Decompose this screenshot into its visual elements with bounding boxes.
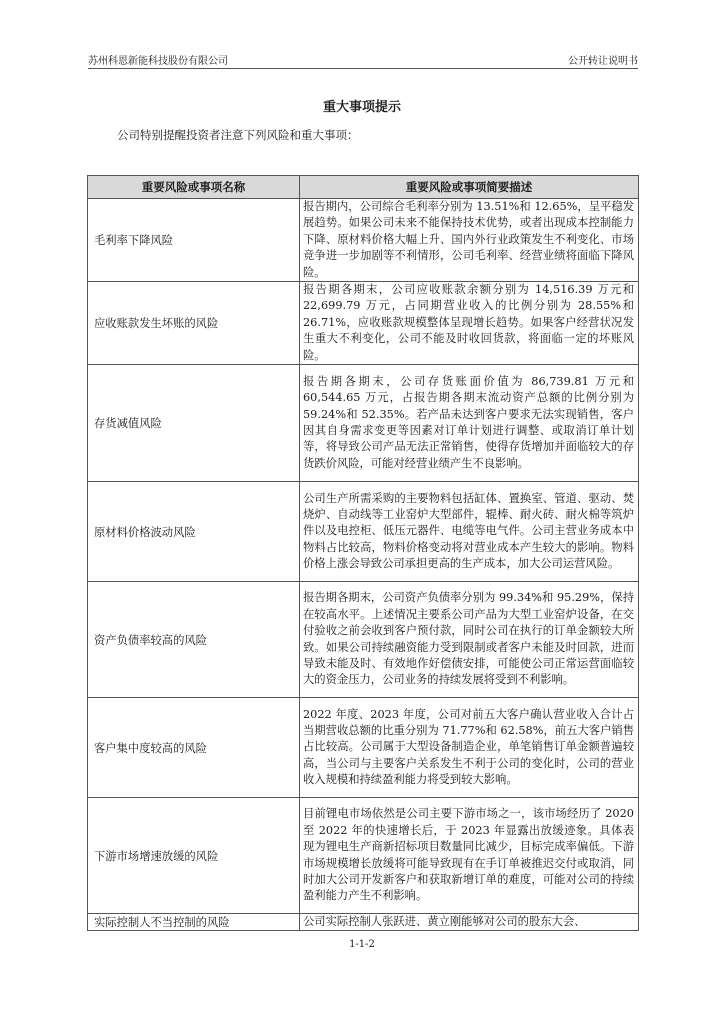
header-risk-desc: 重要风险或事项简要描述 [300, 176, 639, 199]
table-row [88, 582, 639, 698]
risk-name: 应收账款发生坏账的风险 [88, 282, 300, 365]
risk-desc: 目前锂电市场依然是公司主要下游市场之一，该市场经历了 2020 至 2022 年的快速增长后，于 2023 年显露出放缓迹象。具体表现为锂电生产商新招标项目数量同比减少，目标完成率偏低。下游市场规模增长放缓将可能导致现有在手订单被推迟交付或取消，同时加大公司开发新客户和获取新增订单的难度，可能对公司的持续盈利能力产生不利影响。 [300, 798, 639, 914]
table-header-row [88, 176, 639, 199]
risk-desc: 报告期内，公司综合毛利率分别为 13.51%和 12.65%，呈平稳发展趋势。如果公司未来不能保持技术优势，或者出现成本控制能力下降、原材料价格大幅上升、国内外行业政策发生不利变化、市场竞争进一步加剧等不利情形，公司毛利率、经营业绩将面临下降风险。 [300, 199, 639, 282]
page-number: 1-1-2 [349, 939, 375, 950]
risk-desc: 公司生产所需采购的主要物料包括缸体、置换室、管道、驱动、焚烧炉、自动线等工业窑炉大型部件，辊棒、耐火砖、耐火棉等筑炉件以及电控柜、低压元器件、电缆等电气件。公司主营业务成本中物料占比较高，物料价格变动将对营业成本产生较大的影响。物料价格上涨会导致公司承担更高的生产成本，加大公司运营风险。 [300, 482, 639, 582]
risk-desc: 报告期各期末，公司应收账款余额分别为 14,516.39 万元和 22,699.79 万元，占同期营业收入的比例分别为 28.55%和 26.71%，应收账款规模整体呈现增长趋势。如果客户经营状况发生重大不利变化，公司不能及时收回货款，将面临一定的坏账风险。 [300, 282, 639, 365]
risk-name: 下游市场增速放缓的风险 [88, 798, 300, 914]
risk-name: 存货减值风险 [88, 365, 300, 482]
risk-name: 实际控制人不当控制的风险 [88, 914, 300, 931]
table-row [88, 914, 639, 931]
risk-name: 原材料价格波动风险 [88, 482, 300, 582]
risk-desc: 公司实际控制人张跃进、黄立刚能够对公司的股东大会、 [300, 914, 639, 931]
intro-text: 公司特别提醒投资者注意下列风险和重大事项： [117, 128, 359, 142]
table-row [88, 365, 639, 482]
risk-table [87, 175, 639, 931]
page-header [88, 52, 638, 69]
risk-desc: 报告期各期末，公司资产负债率分别为 99.34%和 95.29%，保持在较高水平。上述情况主要系公司产品为大型工业窑炉设备，在交付验收之前会收到客户预付款，同时公司在执行的订单金额较大所致。如果公司持续融资能力受到限制或者客户未能及时回款，进而导致未能及时、有效地作好偿债安排，可能使公司正常运营面临较大的资金压力，公司业务的持续发展将受到不利影响。 [300, 582, 639, 698]
table-row [88, 798, 639, 914]
table-row [88, 282, 639, 365]
risk-name: 客户集中度较高的风险 [88, 698, 300, 798]
header-doc-type: 公开转让说明书 [568, 56, 638, 67]
table-row [88, 199, 639, 282]
header-company: 苏州科恩新能科技股份有限公司 [88, 56, 228, 67]
section-title: 重大事项提示 [322, 100, 401, 115]
risk-name: 资产负债率较高的风险 [88, 582, 300, 698]
table-row [88, 698, 639, 798]
risk-desc: 报告期各期末，公司存货账面价值为 86,739.81 万元和 60,544.65 万元，占报告期各期末流动资产总额的比例分别为 59.24%和 52.35%。若产品未达到客户要求无法实现销售，客户因其自身需求变更等因素对订单计划进行调整、或取消订单计划等，将导致公司产品无法正常销售，使得存货增加并面临较大的存货跌价风险，可能对经营业绩产生不良影响。 [300, 365, 639, 482]
table-row [88, 482, 639, 582]
risk-desc: 2022 年度、2023 年度，公司对前五大客户确认营业收入合计占当期营收总额的比重分别为 71.77%和 62.58%，前五大客户销售占比较高。公司属于大型设备制造企业，单笔销售订单金额普遍较高，当公司与主要客户关系发生不利于公司的变化时，公司的营业收入规模和持续盈利能力将受到较大影响。 [300, 698, 639, 798]
risk-name: 毛利率下降风险 [88, 199, 300, 282]
header-risk-name: 重要风险或事项名称 [88, 176, 300, 199]
